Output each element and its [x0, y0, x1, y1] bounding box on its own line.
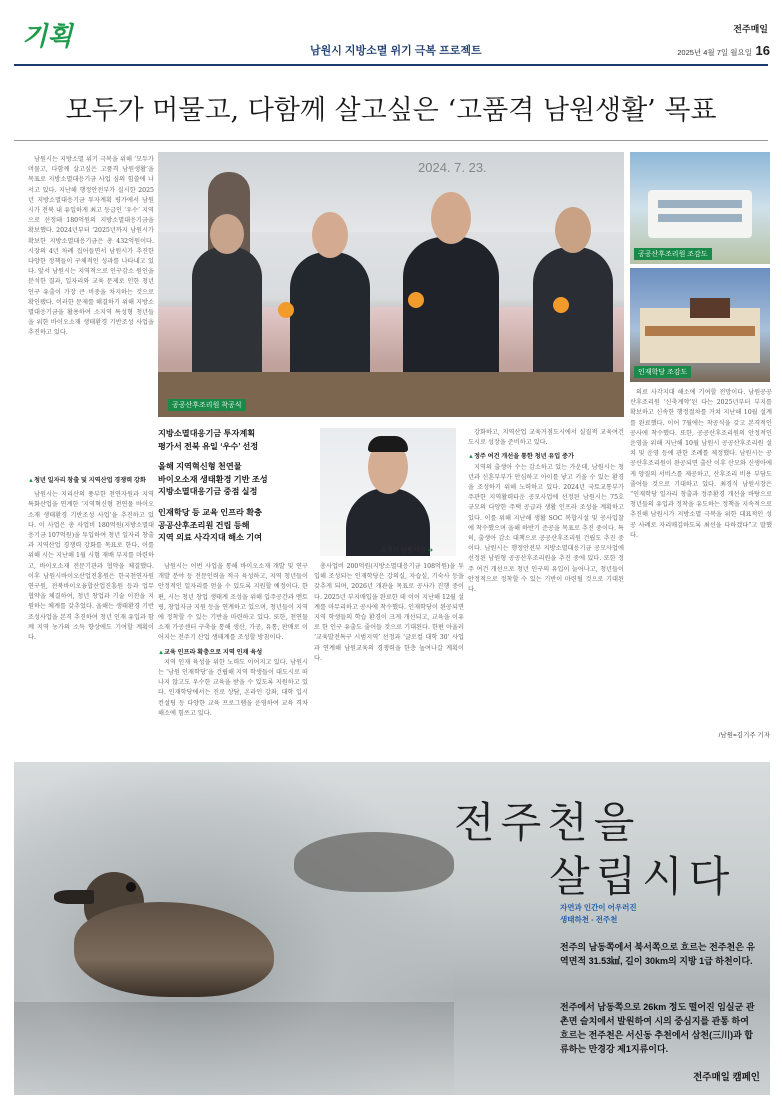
- intro-column: 남원시는 지방소멸 위기 극복을 위해 ‘모두가 머물고, 다함께 살고싶은 고품격 남원생활’을 목표로 지방소멸대응기금 사업 심의 힘쓸에 나서고 있다. 지난해 행정안전부가 실시한 2025년 지방소멸대응기금 투자계획 평가에서 남원시가 전북 내 유일하게 최고 등급인 ‘우수’ 지역으로 선정돼 180억원의 지방소멸대응기금을 확보했다. 2024년부터 ‘2025년까지 남원시가 확보한 지방소멸대응기금은 총 432억원이다. 시장의 4년 차례 집어들면서 남원시가 추진한 다양한 정책들이 구체적인 성과를 나타내고 있다. 앞서 남원시는 지역적으로 인구감소 원인을 분석한 결과, 일자리와 교육 문제로 인한 청년인구 유출이 가장 큰 비중을 차지하는 것으로 확인됐다. 이러한 문제를 해결하기 위해 지방소멸대응기금을 활용하여 소지역 특성형 청년들을 위한 바이오소재 생태환경 기반조성 사업을 추진하고 있다.: [28, 156, 154, 337]
- header-rule: [14, 64, 768, 66]
- summary-line: 공공산후조리원 건립 등해: [158, 520, 250, 530]
- ad-paragraph-2: 전주에서 남동쪽으로 26km 정도 떨어진 임실군 관촌면 슬치에서 발원하여 시의 중심지를 관통 하여 흐르는 전주천은 서신동 추천에서 삼천(三川)과 합류하는 만경강 제1지류이다.: [560, 1002, 755, 1054]
- ad-tag-2: 생태하천 - 전주천: [560, 915, 618, 924]
- column-3: 총사업비 200억원(지방소멸대응기금 108억원)을 투입해 조성되는 인재학당은 강의실, 자습실, 기숙사 등을 갖추게 되며, 2026년 개관을 목표로 공사가 진행 중이다. 2025년 부지매입을 완료한 데 이어 지난해 12월 설계를 마무리하고 공사에 착수했다. 인재학당이 완공되면 지역 학생들의 학습 환경이 크게 개선되고, 교육을 이유로 한 인구 유출도 줄어들 것으로 기대된다. 한편 아울러 ‘교육발전특구 시범지역’ 선정과 ‘글로컬 대학 30’ 사업과 연계해 남원교육의 경쟁력을 한층 높여나갈 계획이다.: [314, 563, 464, 662]
- campaign-ad: [14, 762, 770, 1095]
- river-rock: [294, 832, 454, 892]
- mayor-caption: 최경식 남원시장 ➜: [380, 547, 434, 554]
- paper-name: 전주매일: [733, 24, 768, 34]
- summary-box: [158, 428, 314, 558]
- ad-title-2: 살립시다: [549, 852, 736, 901]
- ad-title-1: 전주천을: [454, 798, 641, 847]
- column-5: 의료 사각지대 해소에 기여할 전망이다. 남원공공산후조리원 ‘신축계약’된 다는 2025년부터 부지를 확보하고 신속한 행정절차를 거쳐 지난해 10월 설계를 완료했다. 이어 7월에는 착공식을 갖고 본격적인 공사에 착수했다. 또한, 공공산후조리원의 안정적인 운영을 위해 지난해 10월 남원시 공공산후조리원 설치 및 운영 등에 관한 조례를 제정했다. 남원시는 공공산후조리원이 완공되면 출산 이후 산모와 신생아에게 양질의 서비스를 제공하고, 산후조리 비용 부담도 줄어들 것으로 기대하고 있다. 최경식 남원시장은 “인재학당 일자리 창출과 정주환경 개선을 바탕으로 청년들의 유입과 정착을 유도하는 정책을 지속적으로 추진해 남원시가 지방소멸 극복을 위한 대표적인 성공 사례로 자리매김하도록 최선을 다하겠다”고 말했다.: [630, 389, 772, 539]
- summary-line: 평가서 전북 유일 ‘우수’ 선정: [158, 441, 259, 451]
- mayor-photo: [320, 428, 456, 556]
- building-render-2: [630, 268, 770, 382]
- building1-caption: 공공산후조리원 조감도: [634, 248, 712, 260]
- issue-date: 2025년 4월 7일 월요일: [677, 48, 752, 57]
- summary-line: 올해 지역혁신형 천연물: [158, 462, 242, 472]
- main-photo-caption: 공공산후조리원 착공식: [168, 399, 246, 411]
- main-photo: [158, 152, 624, 417]
- column-1: ▲ 청년 일자리 창출 및 지역산업 경쟁력 강화 남원시는 지리산의 풍부한 천연자원과 지역 특화산업을 연계한 ‘지역혁신형 천연물 바이오소재 생태환경 기반조성 사업’을 추진하고 있다. 이 사업은 총 사업비 180억원(지방소멸대응기금 107억원)을 투입하여 청년 일자리 창출과 지역산업 경쟁력 강화를 목표로 한다. 이를 위해 시는 지난해 1월 시험 재배 부지를 마련하고, 바이오소재 전문기관과 협약을 체결했다. 이후 남원시바이오산업진흥원은 한국천연자원연구원, 전북바이오융합산업진흥원 등과 업무협약을 체결하여, 청년 창업과 기술 이전을 지원하는 체계를 갖추었다. 올해는 생태환경 기반 조성사업을 본격 추진하여 청년 인재 유입과 함께 지역 농가의 소득 향상에도 기여할 계획이다.: [28, 420, 154, 740]
- summary-line: 바이오소재 생태환경 기반 조성: [158, 474, 268, 484]
- ad-tag-1: 자연과 인간이 어우러진: [560, 903, 637, 912]
- headline: 모두가 머물고, 다함께 살고싶은 ‘고품격 남원생활’ 목표: [65, 95, 717, 126]
- summary-line: 인재학당 등 교육 인프라 확충: [158, 507, 263, 517]
- column-2: 남원시는 이번 사업을 통해 바이오소재 개발 및 연구개발 분야 등 전문인력을 적극 육성하고, 지역 청년들이 안정적인 일자리를 얻을 수 있도록 지원할 예정이다. 한편, 시는 청년 창업 생태계 조성을 위해 입주공간과 멘토링, 창업자금 지원 등을 연계하고 있으며, 청년들이 지역에 정착할 수 있는 기반을 마련하고 있다. 또한, 천연물 소재 가공센터 구축을 통해 생산, 가공, 유통, 판매로 이어지는 전주기 산업 생태계를 조성할 방침이다. ▲ 교육 인프라 확충으로 지역 인재 육성 지역 인재 육성을 위한 노력도 이어지고 있다. 남원시는 ‘남원 인재학당’을 건립해 지역 학생들이 대도시로 떠나지 않고도 우수한 교육을 받을 수 있도록 지원하고 있다. 인재학당에서는 진로 상담, 온라인 강좌, 대학 입시 컨설팅 등 다양한 교육 프로그램을 운영하여 교육 격차 해소에 힘쓰고 있다.: [158, 562, 308, 740]
- subhead-jobs: ▲ 청년 일자리 창출 및 지역산업 경쟁력 강화: [28, 476, 154, 486]
- summary-line: 지역 의료 사각지대 해소 기여: [158, 533, 263, 543]
- page-number: 16: [755, 43, 770, 58]
- summary-line: 지방소멸대응기금 투자계획: [158, 429, 256, 438]
- subhead-settlement: ▲ 정주 여건 개선을 통한 청년 유입 증가: [468, 452, 624, 462]
- summary-line: 지방소멸대응기금 중점 실정: [158, 487, 258, 497]
- ad-footer: 전주매일 캠페인: [693, 1072, 760, 1083]
- building-render-1: [630, 152, 770, 264]
- building2-caption: 인재학당 조감도: [634, 366, 691, 378]
- banner-date: 2024. 7. 23.: [418, 160, 487, 175]
- ad-paragraph-1: 전주의 남동쪽에서 북서쪽으로 흐르는 전주천은 유역면적 31.53㎢, 길이 30km의 지방 1급 하천이다.: [560, 942, 756, 966]
- byline: /남원=김기주 기자: [718, 732, 770, 739]
- section-logo: 기획: [22, 22, 73, 52]
- headline-rule: [14, 140, 768, 141]
- subhead-education: ▲ 교육 인프라 확충으로 지역 인재 육성: [158, 648, 308, 658]
- series-title: 남원시 지방소멸 위기 극복 프로젝트: [310, 45, 482, 57]
- column-4: 강화하고, 지역산업 교육거점도시에서 실질적 교육여건도시로 성장을 준비하고 있다. ▲ 정주 여건 개선을 통한 청년 유입 증가 지역의 출생아 수는 감소하고 있는 가운데, 남원시는 청년과 신혼부부가 안심하고 아이를 낳고 키울 수 있는 환경을 조성하기 위해 노력하고 있다. 2024년 국토교통부가 주관한 지역활력타운 공모사업에 선정된 남원시는 75호 규모의 다양한 주택 공급과 생활 인프라 조성을 계획하고 있다. 이를 위해 지난해 생활 SOC 복합시설 및 공사입찰에 착수했으며 올해 하반기 준공을 목표로 추진 중이다. 특히, 출생아 감소 대책으로 공공산후조리원 건립도 추진 중이다. 남원시는 행정안전부 지방소멸대응기금 공모사업에 선정된 남원형 공공산후조리원을 추진 중에 있다. 또한 정주 여건 개선으로 청년 인구의 유입이 늘어나고, 청년들이 안정적으로 정착할 수 있는 기반이 마련될 것으로 기대된다.: [468, 428, 624, 740]
